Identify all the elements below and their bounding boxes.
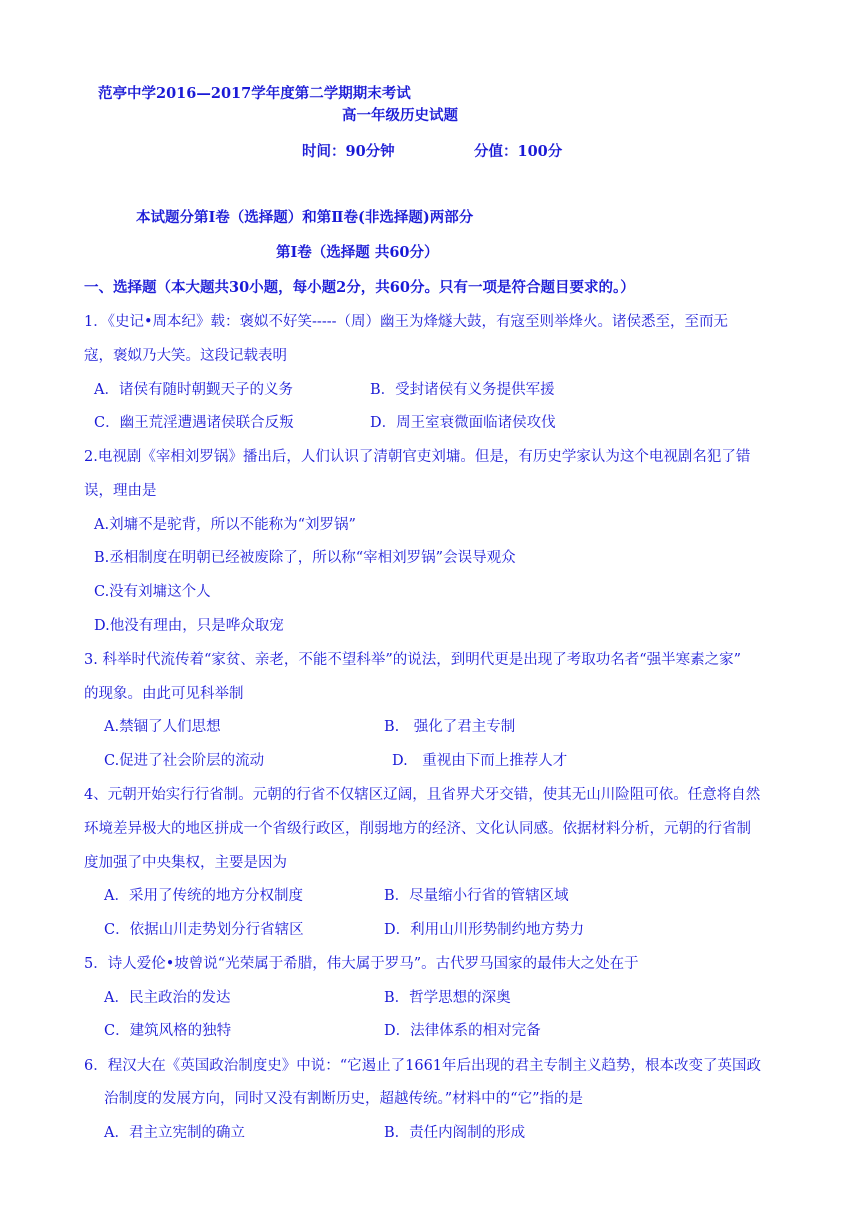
- exam-structure-note: 本试题分第Ⅰ卷（选择题）和第Ⅱ卷(非选择题)两部分: [136, 209, 474, 226]
- question-text: 6．程汉大在《英国政治制度史》中说：“它遏止了1661年后出现的君主专制主义趋势，根本改变了英国政: [84, 1058, 762, 1074]
- school-line: 范亭中学2016—2017学年度第二学期期末考试: [98, 85, 411, 102]
- answer-option: B．哲学思想的深奥: [384, 990, 511, 1006]
- answer-option: D. 重视由下而上推荐人才: [392, 753, 568, 769]
- page-title: 高一年级历史试题: [342, 107, 458, 124]
- answer-option: A．采用了传统的地方分权制度: [104, 888, 303, 904]
- answer-option: B．受封诸侯有义务提供军援: [370, 382, 555, 398]
- answer-option: A.禁锢了人们思想: [104, 719, 221, 735]
- answer-option: D.他没有理由，只是哗众取宠: [94, 618, 284, 634]
- answer-option: B.丞相制度在明朝已经被废除了，所以称“宰相刘罗锅”会误导观众: [94, 550, 516, 566]
- question-text: 治制度的发展方向，同时又没有割断历史，超越传统。”材料中的“它”指的是: [104, 1091, 583, 1107]
- question-text: 3. 科举时代流传着“家贫、亲老，不能不望科举”的说法，到明代更是出现了考取功名者“强半寒素之家”: [84, 652, 742, 668]
- answer-option: D．利用山川形势制约地方势力: [384, 922, 585, 938]
- answer-option: C.没有刘墉这个人: [94, 584, 211, 600]
- answer-option: A．民主政治的发达: [104, 990, 231, 1006]
- exam-time: 时间：90分钟: [302, 143, 395, 160]
- answer-option: B. 强化了君主专制: [384, 719, 516, 735]
- question-text: 1．《史记•周本纪》载：褒姒不好笑-----（周）幽王为烽燧大鼓，有寇至则举烽火。诸侯悉至，至而无: [84, 314, 729, 330]
- answer-option: D．周王室衰微面临诸侯攻伐: [370, 415, 556, 431]
- answer-option: C．幽王荒淫遭遇诸侯联合反叛: [94, 415, 294, 431]
- answer-option: A．诸侯有随时朝觐天子的义务: [94, 382, 293, 398]
- question-text: 度加强了中央集权，主要是因为: [84, 855, 287, 871]
- question-text: 5．诗人爱伦•坡曾说“光荣属于希腊，伟大属于罗马”。古代罗马国家的最伟大之处在于: [84, 956, 639, 972]
- part-one-heading: 第Ⅰ卷（选择题 共60分）: [276, 244, 439, 261]
- answer-option: B．尽量缩小行省的管辖区域: [384, 888, 569, 904]
- answer-option: D．法律体系的相对完备: [384, 1023, 541, 1039]
- answer-option: C．依据山川走势划分行省辖区: [104, 922, 304, 938]
- question-text: 环境差异极大的地区拼成一个省级行政区，削弱地方的经济、文化认同感。依据材料分析，元朝的行省制: [84, 821, 751, 837]
- section-heading: 一、选择题（本大题共30小题，每小题2分，共60分。只有一项是符合题目要求的。）: [84, 279, 635, 296]
- answer-option: C．建筑风格的独特: [104, 1023, 232, 1039]
- answer-option: A．君主立宪制的确立: [104, 1125, 245, 1141]
- question-text: 误，理由是: [84, 483, 157, 499]
- question-text: 的现象。由此可见科举制: [84, 686, 244, 702]
- question-text: 2.电视剧《宰相刘罗锅》播出后，人们认识了清朝官吏刘墉。但是，有历史学家认为这个电视剧名犯了错: [84, 449, 751, 465]
- question-text: 4、元朝开始实行行省制。元朝的行省不仅辖区辽阔，且省界犬牙交错，使其无山川险阻可依。任意将自然: [84, 787, 761, 803]
- answer-option: A.刘墉不是驼背，所以不能称为“刘罗锅”: [94, 517, 356, 533]
- answer-option: C.促进了社会阶层的流动: [104, 753, 265, 769]
- exam-score: 分值：100分: [474, 143, 563, 160]
- question-text: 寇，褒姒乃大笑。这段记载表明: [84, 348, 287, 364]
- answer-option: B．责任内阁制的形成: [384, 1125, 526, 1141]
